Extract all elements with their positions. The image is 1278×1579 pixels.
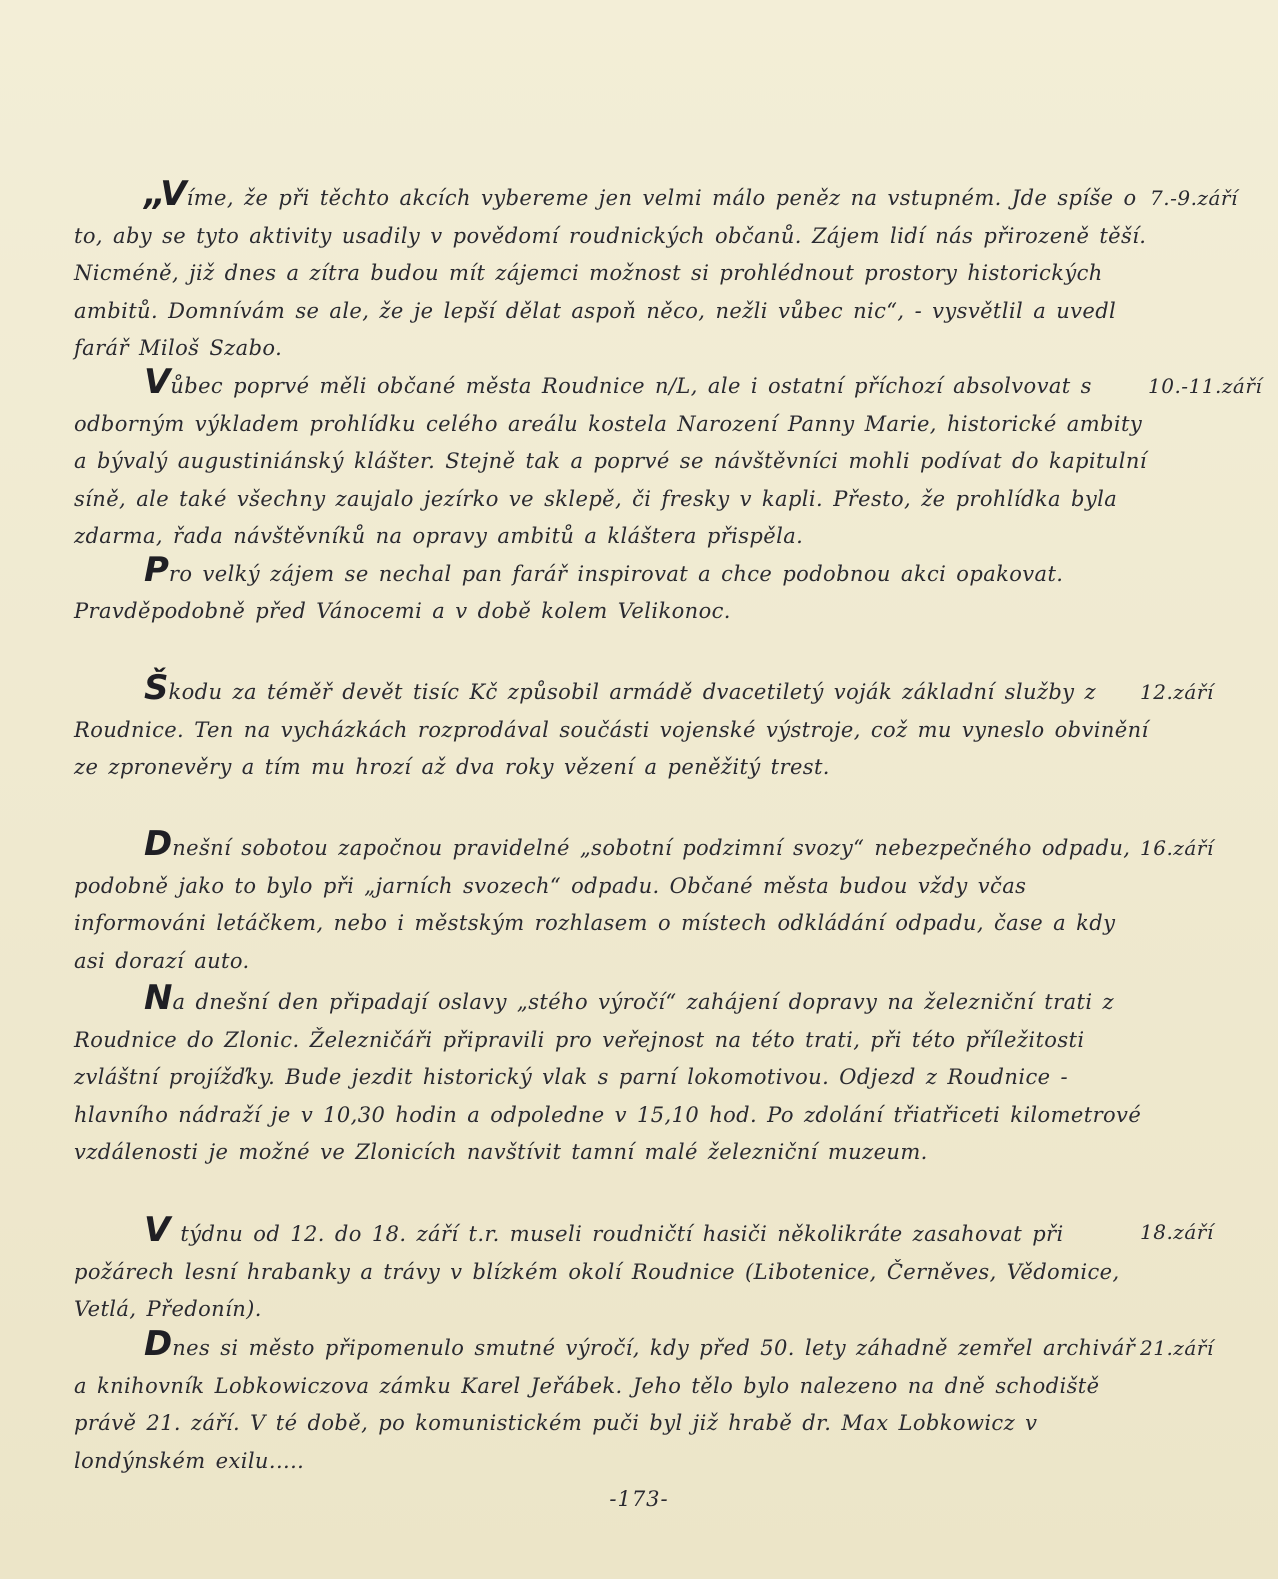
chronicle-entry — [74, 668, 1154, 787]
entry-text: íme, že při těchto akcích vybereme jen velmi málo peněz na vstupném. Jde spíše o to, aby se tyto aktivity usadily v povědomí roudnických občanů. Zájem lidí nás přirozeně těší. Nicméně, již dnes a zítra budou mít zájemci možnost si prohlédnout prostory historických ambitů. Domnívám se ale, že je lepší dělat aspoň něco, nežli vůbec nic“, - vysvětlil a uvedl farář Miloš Szabo. — [74, 186, 1147, 360]
entry-paragraph — [74, 1324, 1154, 1480]
chronicle-entry — [74, 362, 1154, 631]
entry-paragraph — [74, 1210, 1154, 1329]
entry-initial: D — [144, 1324, 173, 1364]
entry-initial: P — [144, 549, 169, 590]
entry-initial: V — [144, 362, 171, 402]
entry-paragraph — [74, 978, 1154, 1172]
entry-text: týdnu od 12. do 18. září t.r. museli roudničtí hasiči několikráte zasahovat při požárech lesní hrabanky a trávy v blízkém okolí Roudnice (Libotenice, Černěves, Vědomice, Vetlá, Předonín). — [74, 1222, 1120, 1321]
entry-text: ro velký zájem se nechal pan farář inspirovat a chce podobnou akci opakovat. Pravděpodobně před Vánocemi a v době kolem Velikonoc. — [74, 561, 1064, 623]
entry-initial: V — [144, 1210, 171, 1250]
entry-text: ůbec poprvé měli občané města Roudnice n/L, ale i ostatní příchozí absolvovat s odborným výkladem prohlídku celého areálu kostela Narození Panny Marie, historické ambity a bývalý augustiniánský klášter. Stejně tak a poprvé se návštěvníci mohli podívat do kapitulní síně, ale také všechny zaujalo jezírko ve sklepě, či fresky v kapli. Přesto, že prohlídka byla zdarma, řada návštěvníků na opravy ambitů a kláštera přispěla. — [74, 374, 1147, 548]
entry-date: 21.září — [1140, 1336, 1214, 1360]
entry-text: a dnešní den připadají oslavy „stého výročí“ zahájení dopravy na železniční trati z Roudnice do Zlonic. Železničáři připravili pro veřejnost na této trati, při této příležitosti zvláštní projížďky. Bude jezdit historický vlak s parní lokomotivou. Odjezd z Roudnice - hlavního nádraží je v 10,30 hodin a odpoledne v 15,10 hod. Po zdolání třiatřiceti kilometrové vzdálenosti je možné ve Zlonicích navštívit tamní malé železniční muzeum. — [74, 990, 1142, 1164]
entry-date: 7.-9.září — [1150, 186, 1238, 210]
entry-initial: Š — [144, 668, 169, 708]
page-number: -173- — [609, 1487, 669, 1511]
chronicle-entry — [74, 978, 1154, 1172]
entry-date: 10.-11.září — [1148, 374, 1263, 398]
entry-paragraph — [74, 668, 1154, 787]
entry-initial: „V — [144, 174, 187, 214]
entry-paragraph — [74, 824, 1154, 980]
entry-text: kodu za téměř devět tisíc Kč způsobil armádě dvacetiletý voják základní služby z Roudnice. Ten na vycházkách rozprodával součásti vojenské výstroje, což mu vyneslo obvinění ze zpronevěry a tím mu hrozí až dva roky vězení a peněžitý trest. — [74, 680, 1149, 779]
entry-date: 12.září — [1140, 680, 1214, 704]
entry-text: nešní sobotou započnou pravidelné „sobotní podzimní svozy“ nebezpečného odpadu, podobně jako to bylo při „jarních svozech“ odpadu. Občané města budou vždy včas informováni letáčkem, nebo i městským rozhlasem o místech odkládání odpadu, čase a kdy asi dorazí auto. — [74, 836, 1131, 973]
entry-date: 18.září — [1140, 1220, 1214, 1244]
entry-paragraph — [74, 549, 1154, 631]
entry-paragraph — [74, 174, 1154, 368]
chronicle-entry — [74, 1324, 1154, 1480]
chronicle-entry — [74, 174, 1154, 368]
chronicle-entry — [74, 1210, 1154, 1329]
entry-initial: D — [144, 824, 173, 864]
entry-initial: N — [144, 978, 173, 1018]
entry-text: nes si město připomenulo smutné výročí, kdy před 50. lety záhadně zemřel archivář a knihovník Lobkowiczova zámku Karel Jeřábek. Jeho tělo bylo nalezeno na dně schodiště právě 21. září. V té době, po komunistickém puči byl již hrabě dr. Max Lobkowicz v londýnském exilu..... — [74, 1336, 1136, 1473]
entry-paragraph — [74, 362, 1154, 556]
entry-date: 16.září — [1140, 836, 1214, 860]
chronicle-entry — [74, 824, 1154, 980]
